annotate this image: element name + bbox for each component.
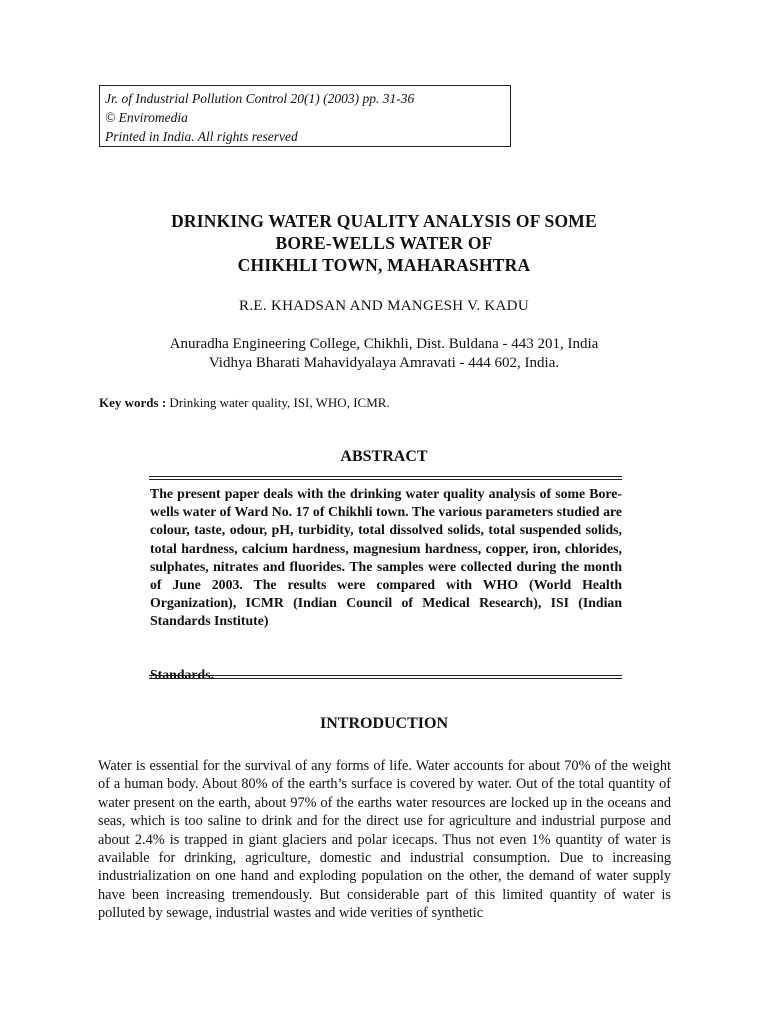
- abstract-heading: ABSTRACT: [340, 448, 428, 465]
- paper-title: [0, 210, 768, 276]
- title-line-1: DRINKING WATER QUALITY ANALYSIS OF SOME: [171, 211, 597, 231]
- keywords-label: Key words :: [99, 395, 167, 410]
- journal-citation-line: Jr. of Industrial Pollution Control 20(1) (2003) pp. 31-36: [105, 91, 415, 106]
- journal-citation-box: [99, 85, 511, 147]
- keywords-value: Drinking water quality, ISI, WHO, ICMR.: [169, 395, 390, 410]
- authors: R.E. KHADSAN AND MANGESH V. KADU: [239, 298, 529, 314]
- keywords: [99, 395, 390, 411]
- abstract-text: The present paper deals with the drinking water quality analysis of some Bore-wells water of Ward No. 17 of Chikhli town. The various parameters studied are colour, taste, odour, pH, turbidity, total dissolved solids, total suspended solids, total hardness, calcium hardness, magnesium hardness, copper, iron, chlorides, sulphates, nitrates and fluorides. The samples were collected during the month of June 2003. The results were compared with WHO (World Health Organization), ICMR (Indian Council of Medical Research), ISI (Indian Standards Institute): [150, 486, 622, 629]
- abstract-bottom-rule: [149, 675, 622, 679]
- copyright-line: © Enviromedia: [105, 110, 188, 125]
- rights-line: Printed in India. All rights reserved: [105, 129, 298, 144]
- affiliation-1: Anuradha Engineering College, Chikhli, Dist. Buldana - 443 201, India: [169, 336, 599, 352]
- introduction-text: Water is essential for the survival of any forms of life. Water accounts for about 70% of the weight of a human body. About 80% of the earth’s surface is covered by water. Out of the total quantity of water present on the earth, about 97% of the earths water resources are locked up in the oceans and seas, which is too saline to drink and for the direct use for agriculture and industrial purpose and about 2.4% is trapped in giant glaciers and polar icecaps. Thus not even 1% quantity of water is available for drinking, agriculture, domestic and industrial consumption. Due to increasing industrialization on one hand and exploding population on the other, the demand of water supply have been increasing tremendously. But considerable part of this limited quantity of water is polluted by sewage, industrial wastes and wide verities of synthetic: [98, 758, 671, 922]
- abstract-top-rule: [149, 476, 622, 480]
- abstract-trailing-text: Standards.: [150, 667, 215, 682]
- title-line-2: BORE-WELLS WATER OF: [275, 233, 493, 253]
- affiliation-2: Vidhya Bharati Mahavidyalaya Amravati - 444 602, India.: [208, 355, 560, 371]
- introduction-heading: INTRODUCTION: [319, 715, 448, 732]
- affiliations: [0, 335, 768, 373]
- title-line-3: CHIKHLI TOWN, MAHARASHTRA: [237, 255, 531, 275]
